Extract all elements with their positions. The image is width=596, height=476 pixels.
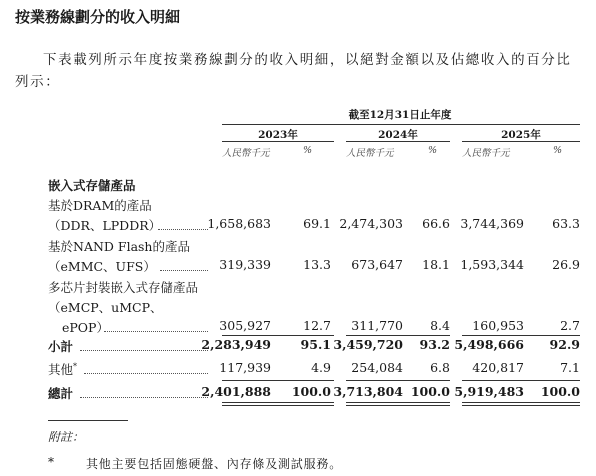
cell-total-2025-pct: 100.0 xyxy=(540,384,580,399)
cell-mcp-2024-pct: 8.4 xyxy=(430,318,450,333)
leader-dots xyxy=(158,229,208,230)
total-rule-2025 xyxy=(462,380,580,381)
unit-pct-2025: % xyxy=(553,145,563,156)
section-title: 嵌入式存儲產品 xyxy=(48,178,136,193)
total-rule-2024 xyxy=(346,380,450,381)
cell-other-2023-amount: 117,939 xyxy=(219,360,271,375)
cell-dram-2023-amount: 1,658,683 xyxy=(207,216,271,231)
unit-amount-2023: 人民幣千元 xyxy=(222,148,270,159)
subtotal-rule-2023 xyxy=(222,335,334,336)
cell-nand-2023-pct: 13.3 xyxy=(303,257,331,272)
unit-amount-2024: 人民幣千元 xyxy=(346,148,394,159)
cell-subtotal-2025-amount: 5,498,666 xyxy=(454,337,524,352)
year-header-2025: 2025年 xyxy=(501,129,541,141)
other-footnote-marker: * xyxy=(73,361,78,371)
cell-dram-2025-pct: 63.3 xyxy=(552,216,580,231)
year-rule-2025 xyxy=(462,141,580,142)
cell-mcp-2025-pct: 2.7 xyxy=(560,318,580,333)
cell-other-2024-amount: 254,084 xyxy=(351,360,403,375)
cell-subtotal-2023-pct: 95.1 xyxy=(300,337,331,352)
cell-mcp-2023-pct: 12.7 xyxy=(303,318,331,333)
cell-total-2024-pct: 100.0 xyxy=(410,384,450,399)
cell-total-2025-amount: 5,919,483 xyxy=(454,384,524,399)
intro-line-1: 下表載列所示年度按業務線劃分的收入明細，以絕對金額以及佔總收入的百分比 xyxy=(43,52,572,68)
row-mcp-sublabel-2: ePOP） xyxy=(62,320,109,335)
year-rule-2023 xyxy=(222,141,334,142)
unit-pct-2024: % xyxy=(428,145,438,156)
period-header-rule xyxy=(222,124,580,125)
cell-total-2023-amount: 2,401,888 xyxy=(201,384,271,399)
row-mcp-sublabel: （eMCP、uMCP、 xyxy=(48,300,163,315)
total-double-rule-2025-a xyxy=(462,402,580,403)
cell-other-2023-pct: 4.9 xyxy=(311,360,331,375)
other-label xyxy=(48,360,77,378)
cell-other-2025-pct: 7.1 xyxy=(560,360,580,375)
cell-total-2023-pct: 100.0 xyxy=(291,384,331,399)
unit-pct-2023: % xyxy=(303,145,313,156)
footnote-text: 其他主要包括固態硬盤、內存條及測試服務。 xyxy=(86,457,343,471)
period-header: 截至12月31日止年度 xyxy=(348,109,452,121)
cell-subtotal-2024-amount: 3,459,720 xyxy=(333,337,403,352)
cell-subtotal-2024-pct: 93.2 xyxy=(419,337,450,352)
cell-dram-2024-amount: 2,474,303 xyxy=(339,216,403,231)
year-rule-2024 xyxy=(346,141,450,142)
leader-dots xyxy=(84,373,208,374)
subtotal-rule-2025 xyxy=(462,335,580,336)
cell-subtotal-2023-amount: 2,283,949 xyxy=(201,337,271,352)
row-mcp-label: 多芯片封裝嵌入式存儲產品 xyxy=(48,280,199,295)
cell-nand-2024-pct: 18.1 xyxy=(422,257,450,272)
leader-dots xyxy=(104,331,208,332)
cell-nand-2025-amount: 1,593,344 xyxy=(460,257,524,272)
unit-amount-2025: 人民幣千元 xyxy=(462,148,510,159)
section-heading: 按業務線劃分的收入明細 xyxy=(15,8,181,26)
subtotal-label: 小計 xyxy=(48,339,74,354)
cell-mcp-2025-amount: 160,953 xyxy=(472,318,524,333)
cell-total-2024-amount: 3,713,804 xyxy=(333,384,403,399)
year-header-2023: 2023年 xyxy=(258,129,298,141)
leader-dots xyxy=(160,270,208,271)
leader-dots xyxy=(80,350,208,351)
footnote-marker: * xyxy=(48,455,54,469)
other-label-text: 其他 xyxy=(48,362,74,377)
row-dram-sublabel: （DDR、LPDDR） xyxy=(48,218,162,233)
cell-nand-2024-amount: 673,647 xyxy=(351,257,403,272)
row-nand-label: 基於NAND Flash的產品 xyxy=(48,239,190,254)
leader-dots xyxy=(80,397,208,398)
cell-mcp-2023-amount: 305,927 xyxy=(219,318,271,333)
footnote-title: 附註： xyxy=(48,430,85,444)
total-label: 總計 xyxy=(48,386,74,401)
cell-dram-2023-pct: 69.1 xyxy=(303,216,331,231)
subtotal-rule-2024 xyxy=(346,335,450,336)
total-double-rule-2023-a xyxy=(222,402,334,403)
cell-dram-2024-pct: 66.6 xyxy=(422,216,450,231)
cell-other-2024-pct: 6.8 xyxy=(430,360,450,375)
cell-mcp-2024-amount: 311,770 xyxy=(351,318,403,333)
cell-dram-2025-amount: 3,744,369 xyxy=(460,216,524,231)
total-double-rule-2024-a xyxy=(346,402,450,403)
total-rule-2023 xyxy=(222,380,334,381)
total-double-rule-2023-b xyxy=(222,405,334,406)
year-header-2024: 2024年 xyxy=(378,129,418,141)
cell-other-2025-amount: 420,817 xyxy=(472,360,524,375)
footnote-rule xyxy=(48,420,128,421)
row-nand-sublabel: （eMMC、UFS） xyxy=(48,259,156,274)
intro-line-2: 列示： xyxy=(15,74,61,90)
cell-subtotal-2025-pct: 92.9 xyxy=(549,337,580,352)
total-double-rule-2025-b xyxy=(462,405,580,406)
row-dram-label: 基於DRAM的產品 xyxy=(48,198,152,213)
cell-nand-2023-amount: 319,339 xyxy=(219,257,271,272)
cell-nand-2025-pct: 26.9 xyxy=(552,257,580,272)
total-double-rule-2024-b xyxy=(346,405,450,406)
